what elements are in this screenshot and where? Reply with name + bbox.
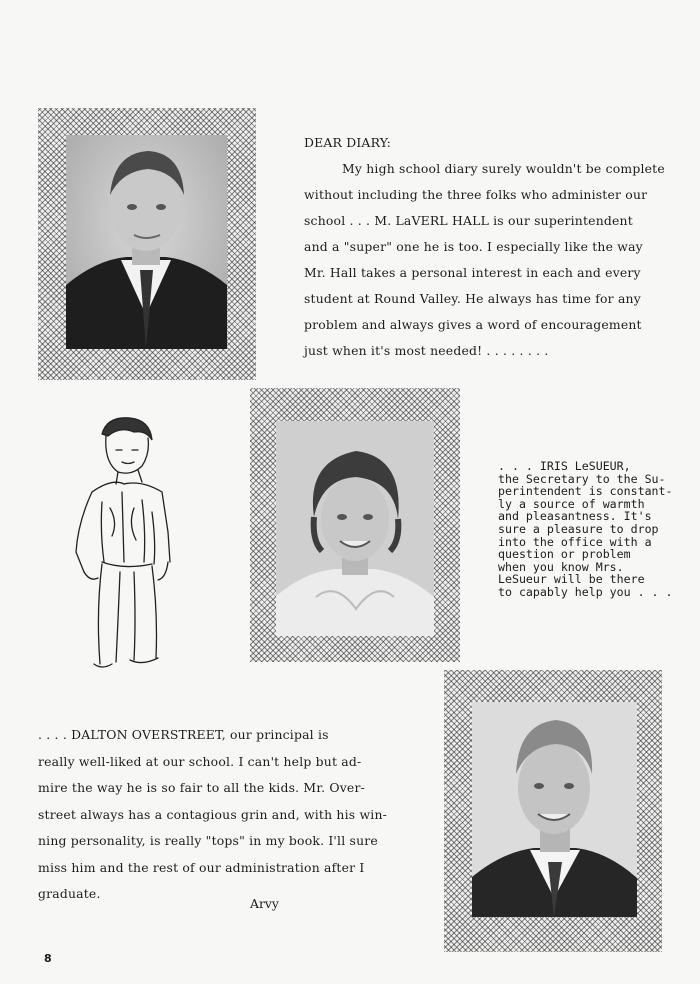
text-line: . . . IRIS LeSUEUR, [498,459,631,473]
text-line: the Secretary to the Su- [498,471,666,486]
text-line: really well-liked at our school. I can't help but ad- [38,753,362,769]
text-line: without including the three folks who administer our [304,187,648,202]
superintendent-photo [66,135,227,349]
text-line: perintendent is constant- [498,484,673,499]
text-line: street always has a contagious grin and, with his win- [38,806,388,822]
superintendent-text [304,130,665,364]
text-line: ly a source of warmth [498,496,645,511]
text-line: Mr. Hall takes a personal interest in each and every [304,265,641,280]
student-sketch-illustration [62,412,180,674]
text-line: My high school diary surely wouldn't be complete [342,161,665,176]
text-line: school . . . M. LaVERL HALL is our superintendent [304,213,633,228]
text-line: graduate. [38,886,101,901]
secretary-photo [276,421,434,636]
principal-photo-frame [444,670,662,952]
text-line: just when it's most needed! . . . . . . . . [304,343,549,358]
text-line: miss him and the rest of our administration after I [38,859,365,875]
text-line: mire the way he is so fair to all the kids. Mr. Over- [38,780,365,795]
text-line: ning personality, is really "tops" in my book. I'll sure [38,833,378,848]
text-line: and pleasantness. It's [498,509,652,524]
signature: Arvy [250,896,279,911]
text-line: and a "super" one he is too. I especially like the way [304,239,643,254]
text-line: to capably help you . . . [498,584,673,599]
superintendent-photo-frame [38,108,256,380]
principal-text [38,722,387,908]
text-line: sure a pleasure to drop [498,521,659,536]
text-line: question or problem [498,547,631,562]
text-line: when you know Mrs. [498,559,624,574]
text-line: . . . . DALTON OVERSTREET, our principal is [38,727,329,742]
principal-photo [472,702,637,917]
secretary-text [498,460,673,599]
secretary-photo-frame [250,388,460,662]
page-number: 8 [44,952,52,965]
text-line: student at Round Valley. He always has time for any [304,291,641,306]
diary-salutation: DEAR DIARY: [304,135,391,150]
text-line: into the office with a [498,534,652,549]
text-line: LeSueur will be there [498,572,645,587]
text-line: problem and always gives a word of encouragement [304,317,642,332]
